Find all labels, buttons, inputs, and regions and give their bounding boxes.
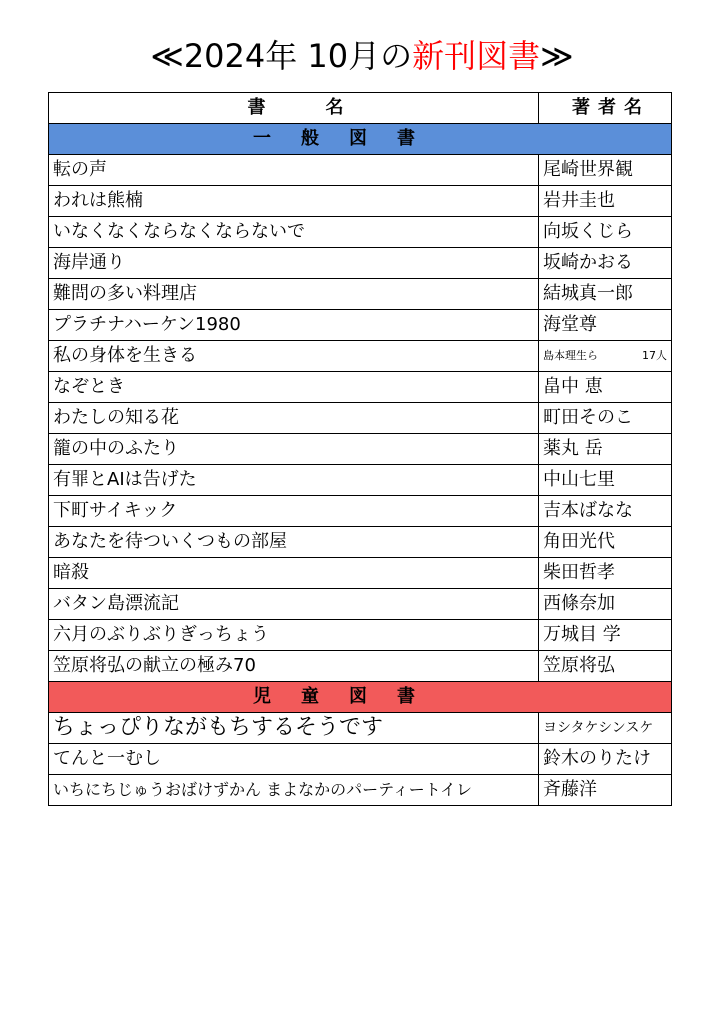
book-author: 尾崎世界観 [539,155,672,186]
table-row [49,620,672,651]
book-author: 万城目 学 [539,620,672,651]
book-author: 斉藤洋 [539,775,672,806]
title-suffix: ≫ [540,37,574,75]
book-author: 中山七里 [539,465,672,496]
book-title: 私の身体を生きる [49,341,539,372]
book-title: わたしの知る花 [49,403,539,434]
book-author: 結城真一郎 [539,279,672,310]
book-title: いなくなくならなくならないで [49,217,539,248]
table-row [49,217,672,248]
book-author: 柴田哲孝 [539,558,672,589]
title-prefix: ≪2024年 10月の [150,37,413,75]
book-title: 海岸通り [49,248,539,279]
table-row [49,465,672,496]
table-row [49,279,672,310]
title-column-header: 書名 [49,93,539,124]
book-author: 西條奈加 [539,589,672,620]
table-row [49,310,672,341]
book-author: 岩井圭也 [539,186,672,217]
table-row [49,496,672,527]
book-author: 鈴木のりたけ [539,744,672,775]
book-author: 坂崎かおる [539,248,672,279]
title-highlight: 新刊図書 [412,37,541,75]
book-author: 向坂くじら [539,217,672,248]
book-title: いちにちじゅうおばけずかん まよなかのパーティートイレ [49,775,539,806]
book-title: 六月のぶりぶりぎっちょう [49,620,539,651]
table-row [49,775,672,806]
table-row [49,372,672,403]
book-author: 吉本ばなな [539,496,672,527]
page-title [0,36,724,76]
table-row [49,589,672,620]
table-row [49,744,672,775]
book-title: 転の声 [49,155,539,186]
table-row [49,155,672,186]
section-kids-label: 児童図書 [253,686,445,707]
book-title: ちょっぴりながもちするそうです [49,713,539,744]
book-title: なぞとき [49,372,539,403]
section-general-label: 一般図書 [253,128,445,149]
book-author: 町田そのこ [539,403,672,434]
book-title: われは熊楠 [49,186,539,217]
table-row [49,403,672,434]
author-count: 17人 [642,349,667,362]
table-row [49,186,672,217]
new-books-table [48,92,672,806]
book-title: 難問の多い料理店 [49,279,539,310]
book-title: 下町サイキック [49,496,539,527]
table-header-row [49,93,672,124]
table-row [49,713,672,744]
book-author: 海堂尊 [539,310,672,341]
book-author: ヨシタケシンスケ [539,713,672,744]
table-row [49,434,672,465]
table-row [49,248,672,279]
book-author: 笠原将弘 [539,651,672,682]
book-title: 笠原将弘の献立の極み70 [49,651,539,682]
book-author: 畠中 恵 [539,372,672,403]
book-title: あなたを待ついくつもの部屋 [49,527,539,558]
book-title: プラチナハーケン1980 [49,310,539,341]
table-row [49,558,672,589]
book-title: 暗殺 [49,558,539,589]
author-names: 島本理生ら [543,349,598,362]
book-author: 薬丸 岳 [539,434,672,465]
section-kids [49,682,672,713]
book-author [539,341,672,372]
book-title: てんと一むし [49,744,539,775]
table-row [49,651,672,682]
author-column-header: 著者名 [539,93,672,124]
table-row [49,341,672,372]
book-title: 有罪とAIは告げた [49,465,539,496]
book-title: バタン島漂流記 [49,589,539,620]
book-title: 籠の中のふたり [49,434,539,465]
table-row [49,527,672,558]
section-general [49,124,672,155]
book-author: 角田光代 [539,527,672,558]
